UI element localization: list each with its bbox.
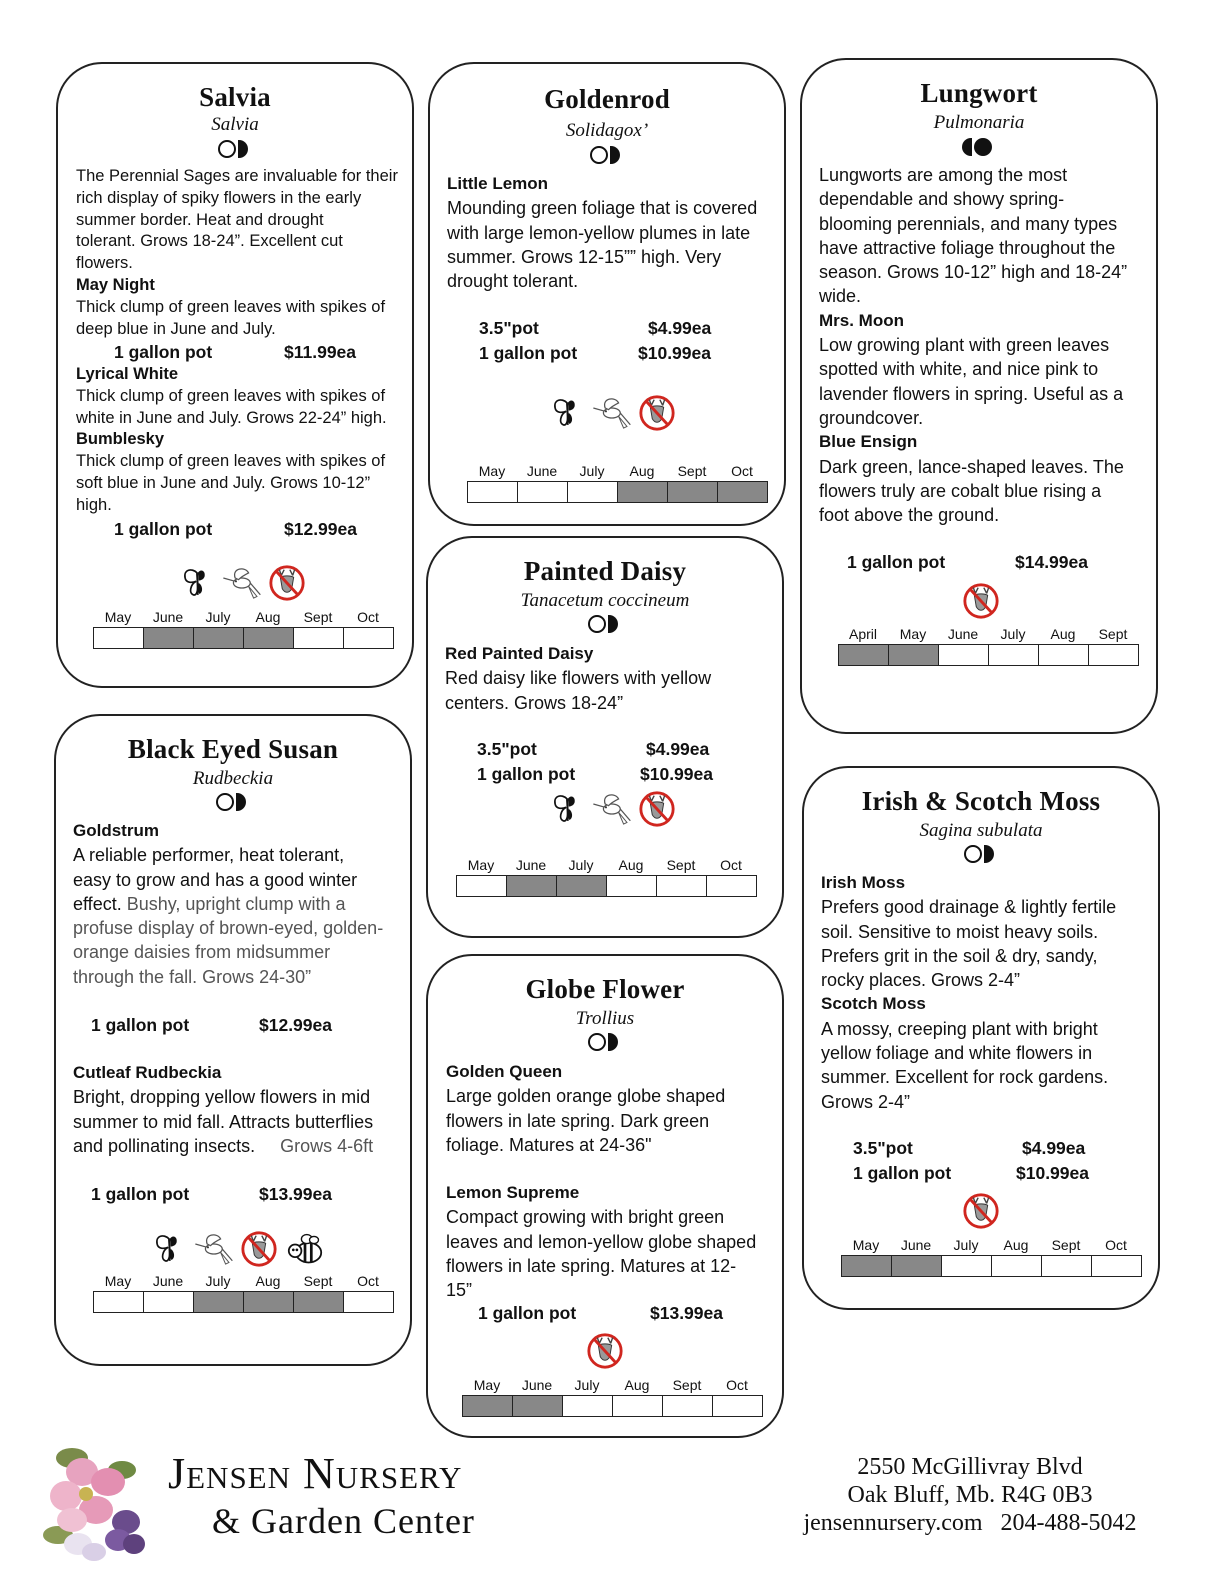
address-line: Oak Bluff, Mb. R4G 0B3 (847, 1482, 1093, 1508)
bloom-cell-active (718, 482, 767, 502)
month-label: July (205, 1273, 231, 1289)
text-line: soft blue in June and July. Grows 10-12” (76, 473, 371, 492)
text-line: A mossy, creeping plant with bright (821, 1018, 1098, 1039)
bloom-cell-active (513, 1396, 563, 1416)
text-line: with large lemon-yellow plumes in late (447, 222, 751, 243)
price: $10.99ea (638, 343, 711, 363)
bloom-cell (1042, 1256, 1092, 1276)
month-label: Aug (618, 857, 644, 873)
month-label: Oct (357, 609, 379, 625)
month-label: July (574, 1377, 600, 1393)
month-label: July (953, 1237, 979, 1253)
bloom-cell-active (668, 482, 718, 502)
card-description (821, 871, 1156, 1114)
pot-size: 1 gallon pot (91, 1015, 190, 1035)
text-line: summer. Excellent for rock gardens. (821, 1067, 1109, 1088)
bloom-cell (707, 876, 756, 896)
flower-logo-image (38, 1440, 148, 1564)
text-line: have attractive foliage throughout the (819, 237, 1116, 258)
bloom-cell-active (244, 628, 294, 648)
bloom-cell-active (194, 628, 244, 648)
text-line: soil. Sensitive to moist heavy soils. (821, 921, 1099, 942)
month-label: May (473, 1377, 501, 1393)
month-label: May (104, 1273, 132, 1289)
variety-name: Scotch Moss (821, 994, 926, 1014)
phone-number: 204-488-5042 (1000, 1510, 1137, 1536)
bloom-bar (838, 644, 1139, 666)
text-line: flowers truly are cobalt blue rising a (819, 480, 1102, 501)
variety-name: Little Lemon (447, 174, 549, 193)
price: $4.99ea (648, 318, 712, 338)
variety-name: Lyrical White (76, 365, 179, 383)
month-label: Oct (726, 1377, 748, 1393)
month-label: Sept (303, 1273, 333, 1289)
price: $4.99ea (1022, 1138, 1086, 1158)
bloom-bar (93, 1291, 394, 1313)
latin-name: Trollius (575, 1008, 635, 1029)
month-label: Sept (303, 609, 333, 625)
month-label: July (205, 609, 231, 625)
price: $11.99ea (284, 342, 357, 362)
card-description (447, 172, 777, 293)
text-line: white in June and July. Grows 22-24” high. (76, 408, 387, 427)
bloom-months (93, 609, 393, 625)
text-line: Large golden orange globe shaped (446, 1086, 726, 1107)
text-line: Low growing plant with green leaves (819, 335, 1110, 356)
month-label: July (1000, 626, 1026, 642)
bloom-cell (518, 482, 568, 502)
bloom-months (838, 626, 1138, 642)
text-line: The Perennial Sages are invaluable for their (76, 167, 398, 185)
variety-name: May Night (76, 275, 155, 294)
price: $12.99ea (259, 1015, 332, 1035)
text-line: Mounding green foliage that is covered (447, 198, 758, 219)
latin-name: Pulmonaria (933, 112, 1025, 133)
text-line: centers. Grows 18-24” (445, 692, 624, 713)
text-line: blooming perennials, and many types (819, 213, 1118, 234)
text-segment: and pollinating insects. (73, 1135, 256, 1156)
butterfly-icon (180, 564, 214, 602)
bloom-bar (841, 1255, 1142, 1277)
text-line: yellow foliage and white flowers in (821, 1043, 1093, 1064)
month-label: June (526, 463, 558, 479)
month-label: July (568, 857, 594, 873)
part-shade-full-shade-icon (962, 138, 992, 156)
butterfly-icon (550, 394, 584, 432)
sun-part-shade-icon (588, 615, 618, 633)
variety-name: Bumblesky (76, 430, 165, 449)
month-label: Sept (1051, 1237, 1081, 1253)
variety-name: Mrs. Moon (819, 310, 904, 330)
pot-size: 1 gallon pot (114, 342, 213, 362)
price: $13.99ea (259, 1184, 332, 1204)
price: $4.99ea (646, 739, 710, 759)
latin-name: Solidagox’ (565, 120, 649, 141)
month-label: Aug (624, 1377, 650, 1393)
latin-name: Rudbeckia (192, 768, 274, 789)
text-segment: Grows 4-6ft (280, 1135, 374, 1156)
text-line: foliage. Matures at 24-36" (446, 1134, 652, 1155)
bloom-months (467, 463, 767, 479)
bloom-cell (468, 482, 518, 502)
text-line: leaves and lemon-yellow globe shaped (446, 1231, 757, 1252)
salvia-card (56, 62, 414, 688)
bloom-cell (939, 645, 989, 665)
text-line: flowers in late spring. Dark green (446, 1110, 710, 1131)
pot-size: 1 gallon pot (477, 764, 576, 784)
month-label: Aug (255, 1273, 281, 1289)
text-line: drought tolerant. (447, 271, 579, 292)
text-line: summer border. Heat and drought (76, 210, 324, 229)
goldenrod-card (428, 62, 786, 526)
sun-part-shade-icon (216, 793, 246, 811)
month-label: Aug (255, 609, 281, 625)
bloom-cell (1089, 645, 1138, 665)
brand-name: Jensen Nursery (168, 1449, 463, 1498)
bloom-months (456, 857, 756, 873)
price: $10.99ea (1016, 1163, 1089, 1183)
text-line: spotted with white, and nice pink to (819, 359, 1099, 380)
month-label: July (579, 463, 605, 479)
pot-size: 3.5"pot (479, 318, 539, 338)
month-label: June (900, 1237, 932, 1253)
month-label: June (947, 626, 979, 642)
hummingbird-icon (590, 395, 632, 431)
text-line: rocky places. Grows 2-4” (821, 970, 1021, 991)
bloom-cell-active (294, 1292, 344, 1312)
price: $10.99ea (640, 764, 713, 784)
bloom-cell (713, 1396, 762, 1416)
hummingbird-icon (590, 791, 632, 827)
text-line: orange daisies from midsummer (73, 942, 331, 963)
text-line: summer. Grows 12-15”” high. Very (447, 246, 722, 267)
price: $14.99ea (1015, 552, 1088, 572)
pot-size: 1 gallon pot (478, 1303, 577, 1323)
variety-name: Lemon Supreme (446, 1183, 580, 1203)
month-label: Sept (1098, 626, 1128, 642)
month-label: Oct (357, 1273, 379, 1289)
month-label: Sept (672, 1377, 702, 1393)
attribute-icons (962, 582, 1000, 620)
bloom-cell (663, 1396, 713, 1416)
text-line: Prefers good drainage & lightly fertile (821, 897, 1117, 918)
bloom-cell-active (839, 645, 889, 665)
bloom-bar (93, 627, 394, 649)
text-line: A reliable performer, heat tolerant, (73, 845, 345, 866)
bloom-cell-active (194, 1292, 244, 1312)
bloom-cell (942, 1256, 992, 1276)
month-label: Aug (1003, 1237, 1029, 1253)
text-line: Red daisy like flowers with yellow (445, 668, 712, 689)
pot-size: 1 gallon pot (114, 519, 213, 539)
month-label: June (515, 857, 547, 873)
lungwort-card (800, 58, 1158, 734)
bloom-cell-active (557, 876, 607, 896)
bloom-cell-active (244, 1292, 294, 1312)
pot-size: 1 gallon pot (91, 1184, 190, 1204)
text-line: Compact growing with bright green (446, 1207, 725, 1228)
bloom-cell (607, 876, 657, 896)
month-label: Sept (666, 857, 696, 873)
variety-name: Golden Queen (446, 1062, 563, 1081)
month-label: Aug (1050, 626, 1076, 642)
month-label: May (467, 857, 495, 873)
variety-name: Irish Moss (821, 873, 906, 892)
bloom-cell-active (618, 482, 668, 502)
card-title: Black Eyed Susan (127, 734, 339, 764)
month-label: June (152, 1273, 184, 1289)
month-label: Sept (677, 463, 707, 479)
text-line: Thick clump of green leaves with spikes of (76, 386, 386, 405)
sun-part-shade-icon (218, 140, 248, 158)
card-title: Globe Flower (525, 974, 685, 1004)
bee-icon (284, 1231, 326, 1267)
text-line: high. (76, 495, 112, 514)
text-line: flowers in late spring. Matures at 12- (446, 1256, 737, 1277)
butterfly-icon (550, 790, 584, 828)
text-line: tolerant. Grows 18-24”. Excellent cut (76, 232, 343, 251)
attribute-icons (180, 564, 306, 602)
bloom-cell-active (892, 1256, 942, 1276)
text-line: rich display of spiky flowers in the early (76, 188, 362, 207)
bloom-cell-active (889, 645, 939, 665)
bloom-bar (462, 1395, 763, 1417)
card-description (446, 1060, 781, 1303)
text-line: season. Grows 10-12” high and 18-24” (819, 262, 1128, 283)
pot-size: 1 gallon pot (847, 552, 946, 572)
bloom-cell (344, 628, 393, 648)
card-title: Lungwort (920, 78, 1038, 108)
month-label: Oct (1105, 1237, 1127, 1253)
card-description (73, 819, 408, 989)
text-line: lavender flowers in spring. Useful as a (819, 383, 1124, 404)
no-deer-icon (638, 394, 676, 432)
text-line: groundcover. (819, 407, 924, 428)
month-label: June (521, 1377, 553, 1393)
variety-name: Goldstrum (73, 821, 159, 840)
hummingbird-icon (220, 565, 262, 601)
month-label: May (899, 626, 927, 642)
bloom-cell-active (463, 1396, 513, 1416)
text-line (73, 892, 408, 916)
text-segment: Bushy, upright clump with a (121, 893, 346, 914)
text-line: foot above the ground. (819, 505, 1000, 526)
bloom-cell (992, 1256, 1042, 1276)
month-label: Aug (629, 463, 655, 479)
text-line: 15” (446, 1280, 473, 1301)
card-description (445, 642, 775, 715)
price: $13.99ea (650, 1303, 723, 1323)
hummingbird-icon (192, 1231, 234, 1267)
address-block (790, 1453, 1150, 1537)
bloom-bar (456, 875, 757, 897)
card-title: Goldenrod (544, 84, 670, 114)
variety-name: Cutleaf Rudbeckia (73, 1063, 222, 1082)
globe-flower-card (426, 954, 784, 1438)
black-eyed-susan-card (54, 714, 412, 1366)
month-label: May (852, 1237, 880, 1253)
no-deer-icon (962, 1192, 1000, 1230)
text-line: wide. (819, 286, 862, 307)
card-description-2 (73, 1061, 413, 1158)
bloom-cell (613, 1396, 663, 1416)
no-deer-icon (962, 582, 1000, 620)
no-deer-icon (638, 790, 676, 828)
pot-size: 1 gallon pot (479, 343, 578, 363)
card-description (819, 163, 1154, 527)
brand-subtitle: & Garden Center (212, 1501, 475, 1541)
text-line: profuse display of brown-eyed, golden- (73, 918, 384, 939)
card-title: Painted Daisy (523, 556, 687, 586)
website-link[interactable]: jensennursery.com (803, 1510, 983, 1536)
bloom-cell (1039, 645, 1089, 665)
month-label: May (104, 609, 132, 625)
latin-name: Salvia (211, 114, 259, 135)
bloom-cell (344, 1292, 393, 1312)
month-label: Oct (731, 463, 753, 479)
text-line: Thick clump of green leaves with spikes of (76, 452, 386, 471)
text-line (73, 1134, 413, 1158)
price: $12.99ea (284, 519, 357, 539)
card-description-2 (76, 364, 406, 517)
irish-scotch-moss-card (802, 766, 1160, 1310)
text-line: dependable and showy spring- (819, 189, 1065, 210)
no-deer-icon (268, 564, 306, 602)
text-line: easy to grow and has a good winter (73, 869, 358, 890)
text-line: Thick clump of green leaves with spikes of (76, 297, 386, 316)
text-line: Lungworts are among the most (819, 165, 1068, 185)
no-deer-icon (240, 1230, 278, 1268)
pot-size: 3.5"pot (477, 739, 537, 759)
contact-line (790, 1509, 1150, 1537)
butterfly-icon (152, 1230, 186, 1268)
text-line: summer to mid fall. Attracts butterflies (73, 1111, 374, 1132)
text-line: Dark green, lance-shaped leaves. The (819, 456, 1124, 477)
attribute-icons (586, 1332, 624, 1370)
variety-name: Blue Ensign (819, 432, 918, 452)
latin-name: Tanacetum coccineum (520, 590, 690, 611)
bloom-cell (457, 876, 507, 896)
month-label: April (848, 626, 877, 642)
bloom-cell (144, 1292, 194, 1312)
card-title: Irish & Scotch Moss (861, 786, 1101, 816)
text-segment: effect. (73, 893, 122, 914)
card-description (76, 166, 406, 340)
bloom-bar (467, 481, 768, 503)
text-line: Grows 2-4” (821, 1091, 911, 1112)
bloom-cell (657, 876, 707, 896)
sun-part-shade-icon (588, 1033, 618, 1051)
sun-part-shade-icon (590, 146, 620, 164)
bloom-cell (94, 628, 144, 648)
bloom-cell (568, 482, 618, 502)
card-title: Salvia (199, 82, 271, 112)
pot-size: 1 gallon pot (853, 1163, 952, 1183)
bloom-cell-active (507, 876, 557, 896)
latin-name: Sagina subulata (919, 820, 1043, 841)
month-label: June (152, 609, 184, 625)
bloom-cell (94, 1292, 144, 1312)
bloom-cell-active (842, 1256, 892, 1276)
bloom-cell-active (144, 628, 194, 648)
text-line: Bright, dropping yellow flowers in mid (73, 1087, 371, 1108)
bloom-months (462, 1377, 762, 1393)
text-line: deep blue in June and July. (76, 319, 276, 338)
text-line: through the fall. Grows 24-30” (73, 966, 312, 987)
sun-part-shade-icon (964, 845, 994, 863)
variety-name: Red Painted Daisy (445, 644, 594, 663)
text-line: Prefers grit in the soil & dry, sandy, (821, 945, 1098, 966)
attribute-icons (152, 1230, 326, 1268)
bloom-cell (294, 628, 344, 648)
attribute-icons (550, 394, 676, 432)
attribute-icons (550, 790, 676, 828)
address-line: 2550 McGillivray Blvd (857, 1454, 1083, 1480)
pot-size: 3.5"pot (853, 1138, 913, 1158)
no-deer-icon (586, 1332, 624, 1370)
month-label: May (478, 463, 506, 479)
month-label: Oct (720, 857, 742, 873)
bloom-months (93, 1273, 393, 1289)
bloom-cell (989, 645, 1039, 665)
bloom-cell (1092, 1256, 1141, 1276)
text-line: flowers. (76, 254, 133, 273)
attribute-icons (962, 1192, 1000, 1230)
bloom-cell (563, 1396, 613, 1416)
bloom-months (841, 1237, 1141, 1253)
painted-daisy-card (426, 536, 784, 938)
